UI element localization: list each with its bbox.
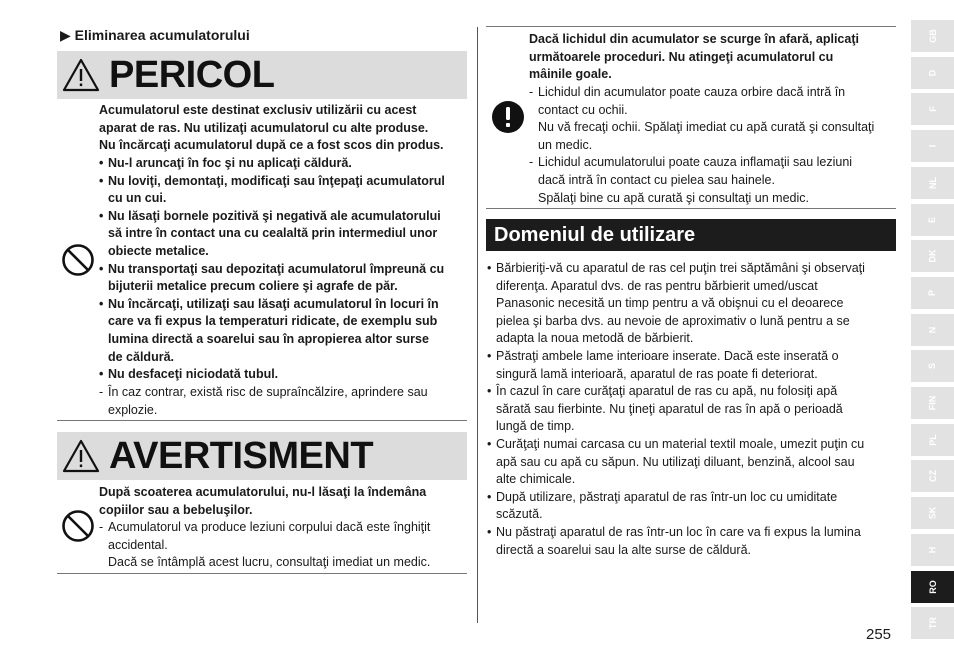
- list-item: • După utilizare, păstraţi aparatul de ras într-un loc cu umiditate scăzută.: [487, 489, 899, 524]
- list-item: • Bărbieriţi-vă cu aparatul de ras cel puţin trei săptămâni şi observaţi diferenţa. Aparatul dvs. de ras pentru bărbierit umed/uscat Panasonic necesită un timp pentru a vă obişnui cu el deoarece pielea şi barba dvs. au nevoie de aproximativ o lună pentru a se adapta la noua metodă de bărbierit.: [487, 260, 899, 348]
- language-tab-dk[interactable]: DK: [911, 240, 954, 272]
- list-item: • Nu-l aruncaţi în foc şi nu aplicaţi căldură.: [99, 155, 471, 173]
- list-item: • Nu loviţi, demontaţi, modificaţi sau înţepaţi acumulatorul cu un cui.: [99, 173, 471, 208]
- danger-bullets: [99, 155, 471, 384]
- list-item: - Lichidul acumulatorului poate cauza inflamaţii sau leziuni dacă intră în contact cu pielea sau hainele. Spălaţi bine cu apă curată şi consultaţi un medic.: [529, 154, 899, 207]
- section-heading: ▶ Eliminarea acumulatorului: [60, 27, 250, 43]
- list-item: • Nu desfaceţi niciodată tubul.: [99, 366, 471, 384]
- language-tab-e[interactable]: E: [911, 204, 954, 236]
- list-item: • Nu lăsaţi bornele pozitivă şi negativă ale acumulatorului să intre în contact una cu cealaltă prin intermediul unor obiecte metalice.: [99, 208, 471, 261]
- language-tab-n[interactable]: N: [911, 314, 954, 346]
- divider: [57, 420, 467, 421]
- list-item: • Nu păstraţi aparatul de ras într-un loc în care va fi expus la lumina directă a soarelui sau la alte surse de căldură.: [487, 524, 899, 559]
- leak-intro: Dacă lichidul din acumulator se scurge în afară, aplicaţi următoarele proceduri. Nu atingeţi acumulatorul cu mâinile goale.: [529, 32, 859, 82]
- warning-note: - Acumulatorul va produce leziuni corpului dacă este înghiţit accidental. Dacă se întâmplă acest lucru, consultaţi imediat un medic.: [99, 519, 471, 572]
- language-tab-ro[interactable]: RO: [911, 571, 954, 603]
- language-tab-pl[interactable]: PL: [911, 424, 954, 456]
- language-tab-fin[interactable]: FIN: [911, 387, 954, 419]
- divider: [486, 208, 896, 209]
- triangle-right-icon: ▶: [60, 27, 71, 43]
- list-item: - Lichidul din acumulator poate cauza orbire dacă intră în contact cu ochii. Nu vă frecaţi ochii. Spălaţi imediat cu apă curată şi consultaţi un medic.: [529, 84, 899, 154]
- language-tab-i[interactable]: I: [911, 130, 954, 162]
- usage-list: [487, 260, 899, 559]
- danger-title: PERICOL: [109, 53, 275, 96]
- list-item: • Păstraţi ambele lame interioare inserate. Dacă este inserată o singură lamă interioară, aparatul de ras poate fi deteriorat.: [487, 348, 899, 383]
- warning-banner: [57, 432, 467, 480]
- language-tab-d[interactable]: D: [911, 57, 954, 89]
- list-item: • Nu încărcaţi, utilizaţi sau lăsaţi acumulatorul în locuri în care va fi expus la temperaturi ridicate, de exemplu sub lumina directă a soarelui sau în apropierea altor surse de căldură.: [99, 296, 471, 366]
- language-tab-nl[interactable]: NL: [911, 167, 954, 199]
- warning-triangle-icon: [61, 57, 101, 93]
- language-tab-f[interactable]: F: [911, 93, 954, 125]
- danger-note: - În caz contrar, există risc de supraîncălzire, aprindere sau explozie.: [99, 384, 471, 419]
- list-item: • Curăţaţi numai carcasa cu un material textil moale, umezit puţin cu apă sau cu apă cu săpun. Nu utilizaţi diluant, benzină, alcool sau alte chimicale.: [487, 436, 899, 489]
- danger-intro: Acumulatorul este destinat exclusiv utilizării cu acest aparat de ras. Nu utilizaţi acumulatorul cu alte produse. Nu încărcaţi acumulatorul după ce a fost scos din produs.: [99, 103, 444, 153]
- language-tab-p[interactable]: P: [911, 277, 954, 309]
- divider: [57, 573, 467, 574]
- list-item: • În cazul în care curăţaţi aparatul de ras cu apă, nu folosiţi apă sărată sau fierbinte. Nu ţineţi aparatul de ras în apă o perioadă lungă de timp.: [487, 383, 899, 436]
- language-tab-h[interactable]: H: [911, 534, 954, 566]
- leak-notes: [529, 84, 899, 207]
- warning-triangle-icon: [61, 438, 101, 474]
- prohibited-icon: [61, 243, 95, 277]
- language-tab-tr[interactable]: TR: [911, 607, 954, 639]
- danger-banner: [57, 51, 467, 99]
- language-tab-s[interactable]: S: [911, 350, 954, 382]
- prohibited-icon: [61, 509, 95, 543]
- usage-heading: Domeniul de utilizare: [486, 219, 896, 251]
- mandatory-action-icon: [492, 101, 524, 133]
- column-divider: [477, 27, 478, 623]
- divider: [486, 26, 896, 27]
- language-tab-cz[interactable]: CZ: [911, 460, 954, 492]
- list-item: • Nu transportaţi sau depozitaţi acumulatorul împreună cu bijuterii metalice precum coliere şi agrafe de păr.: [99, 261, 471, 296]
- page-number: 255: [866, 626, 892, 643]
- warning-intro: După scoaterea acumulatorului, nu-l lăsaţi la îndemâna copiilor sau a bebeluşilor.: [99, 485, 427, 517]
- language-tab-sk[interactable]: SK: [911, 497, 954, 529]
- language-tab-gb[interactable]: GB: [911, 20, 954, 52]
- warning-title: AVERTISMENT: [109, 434, 374, 477]
